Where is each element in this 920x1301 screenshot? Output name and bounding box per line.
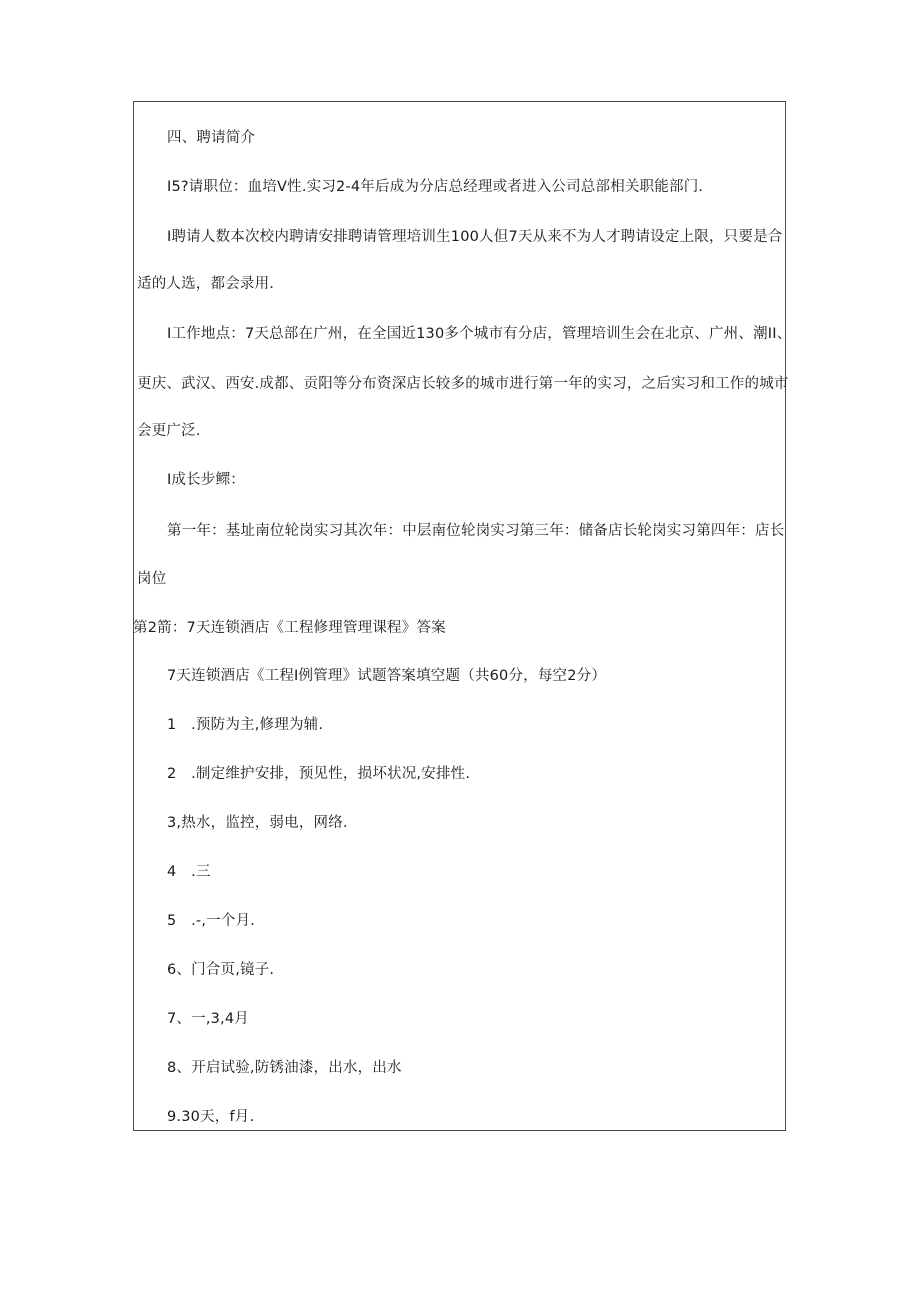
answer-item-9: 9.30天，f月.	[167, 1109, 255, 1125]
article-title: 第2箭：7天连锁酒店《工程修理管理课程》答案	[133, 620, 446, 636]
answer-item-5: 5 .-,一个月.	[167, 913, 256, 929]
paragraph-growth-steps: 第一年：基址南位轮岗实习其次年：中层南位轮岗实习第三年：储备店长轮岗实习第四年：店长	[167, 523, 785, 539]
paragraph-position: I5?请职位：血培V性.实习2-4年后成为分店总经理或者进入公司总部相关职能部门.	[167, 179, 704, 195]
answer-item-2: 2 .制定维护安排，预见性，损坏状况,安排性.	[167, 766, 471, 782]
answer-item-7: 7、一,3,4月	[167, 1011, 249, 1027]
answer-item-8: 8、开启试验,防锈油漆，出水，出水	[167, 1060, 402, 1076]
paragraph-headcount-cont: 适的人选，都会录用.	[137, 276, 275, 292]
quiz-heading: 7天连锁酒店《工程I例管理》试题答案填空题（共60分，每空2分）	[167, 668, 607, 684]
paragraph-location: I工作地点：7天总部在广州，在全国近130多个城市有分店，管理培训生会在北京、广州、潮II、	[167, 326, 792, 342]
paragraph-location-cont-1: 更庆、武汉、西安.成都、贡阳等分布资深店长较多的城市进行第一年的实习，之后实习和工作的城市	[137, 376, 789, 392]
answer-item-3: 3,热水，监控，弱电，网络.	[167, 815, 348, 831]
answer-item-6: 6、门合页,镜子.	[167, 962, 275, 978]
paragraph-location-cont-2: 会更广泛.	[137, 423, 201, 439]
paragraph-headcount: I聘请人数本次校内聘请安排聘请管理培训生100人但7天从来不为人才聘请设定上限，只要是合	[167, 229, 783, 245]
paragraph-growth-heading: I成长步鳏：	[167, 472, 245, 488]
answer-item-4: 4 .三	[167, 864, 211, 880]
section-heading: 四、聘请简介	[167, 130, 256, 146]
paragraph-growth-steps-cont: 岗位	[137, 571, 167, 587]
answer-item-1: 1 .预防为主,修理为辅.	[167, 717, 324, 733]
